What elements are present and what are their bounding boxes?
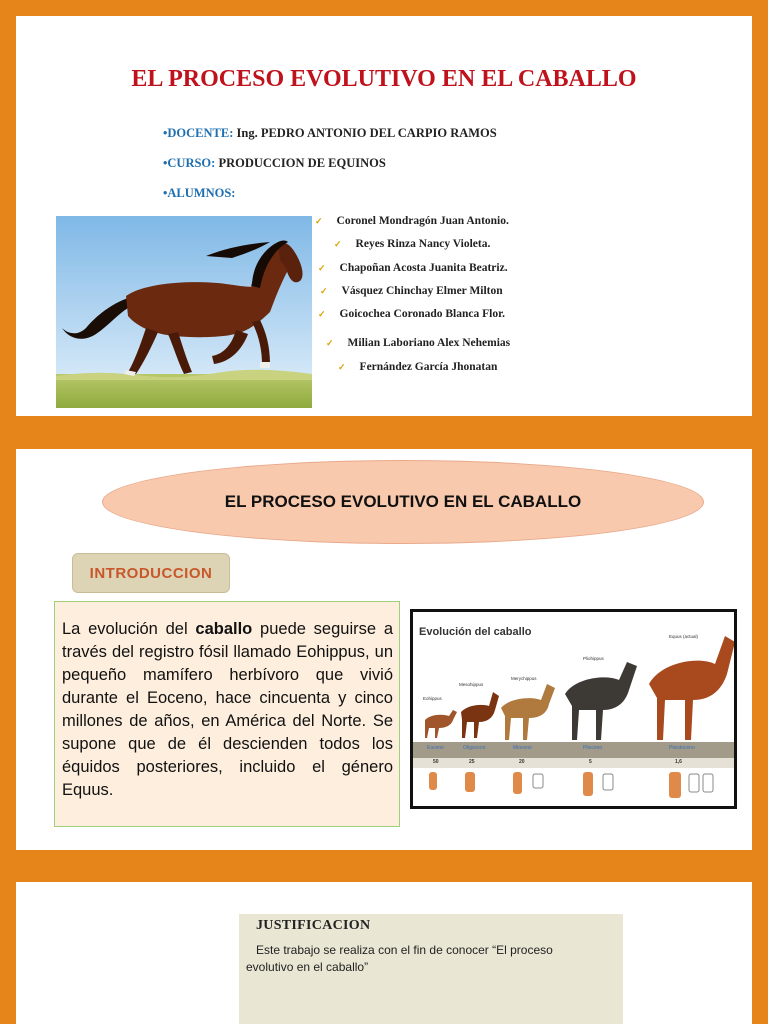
intro-text-start: La evolución del	[62, 620, 196, 638]
student-name: Goicochea Coronado Blanca Flor.	[339, 308, 506, 320]
million-years-label: 1,6	[675, 759, 682, 765]
slide-cover	[16, 16, 752, 416]
era-label: Pleistoceno	[669, 745, 695, 751]
student-item	[318, 308, 505, 320]
bullet: •	[163, 126, 168, 140]
pliohippus-icon	[565, 662, 637, 740]
check-icon: ✓	[318, 263, 326, 273]
cover-title: EL PROCESO EVOLUTIVO EN EL CABALLO	[131, 66, 637, 92]
check-icon: ✓	[334, 239, 342, 249]
slide-title: EL PROCESO EVOLUTIVO EN EL CABALLO	[224, 492, 582, 511]
student-item	[320, 285, 503, 297]
species-label: Equus (actual)	[669, 634, 699, 639]
era-label: Mioceno	[513, 745, 532, 751]
check-icon: ✓	[326, 338, 334, 348]
alumnos-line	[163, 186, 235, 201]
student-item	[334, 238, 490, 250]
docente-label: DOCENTE:	[167, 126, 234, 140]
student-item	[338, 361, 497, 373]
introduccion-button[interactable]	[72, 553, 230, 593]
alumnos-label: ALUMNOS:	[167, 186, 236, 200]
era-label: Oligoceno	[463, 745, 486, 751]
million-years-label: 5	[589, 759, 592, 765]
intro-text-bold: caballo	[195, 620, 253, 638]
curso-value: PRODUCCION DE EQUINOS	[218, 156, 386, 170]
species-label: Merychippus	[511, 676, 537, 681]
eohippus-icon	[425, 710, 457, 738]
check-icon: ✓	[318, 309, 326, 319]
docente-line	[163, 126, 497, 141]
merychippus-icon	[501, 684, 555, 740]
mesohippus-icon	[461, 692, 499, 738]
student-item	[326, 337, 510, 349]
student-item	[315, 215, 509, 227]
student-name: Chapoñan Acosta Juanita Beatriz.	[339, 262, 508, 274]
slide-justification	[16, 882, 752, 1024]
curso-label: CURSO:	[167, 156, 216, 170]
justification-box	[239, 914, 623, 1024]
student-name: Vásquez Chinchay Elmer Milton	[341, 285, 503, 297]
slide-introduction	[16, 449, 752, 850]
era-label: Eoceno	[427, 745, 444, 751]
student-item	[318, 262, 508, 274]
species-label: Mesohippus	[459, 682, 484, 687]
check-icon: ✓	[320, 286, 328, 296]
intro-text-rest: puede seguirse a través del registro fósil llamado Eohippus, un pequeño mamífero herbívoro que vivió durante el Eoceno, hace cincuenta y cinco millones de años, en América del Norte. Se supone que de él descienden todos los équidos posteriores, incluido el género Equus.	[62, 620, 393, 799]
species-label: Eohippus	[423, 696, 442, 701]
justification-text: Este trabajo se realiza con el fin de conocer “El proceso evolutivo en el caballo”	[246, 943, 553, 974]
student-name: Fernández García Jhonatan	[359, 361, 498, 373]
check-icon: ✓	[338, 362, 346, 372]
check-icon: ✓	[315, 216, 323, 226]
curso-line	[163, 156, 386, 171]
bullet: •	[163, 186, 168, 200]
species-label: Pliohippus	[583, 656, 604, 661]
million-years-label: 20	[519, 759, 525, 765]
bullet: •	[163, 156, 168, 170]
era-label: Plioceno	[583, 745, 603, 751]
figure-title: Evolución del caballo	[419, 626, 532, 638]
justification-heading: JUSTIFICACION	[256, 918, 371, 933]
running-horse-photo	[56, 216, 312, 408]
title-oval	[102, 460, 704, 544]
million-years-label: 50	[433, 759, 439, 765]
million-years-label: 25	[469, 759, 475, 765]
student-name: Milian Laboriano Alex Nehemias	[347, 337, 511, 349]
horse-evolution-figure	[410, 609, 737, 809]
intro-text-box	[54, 601, 400, 827]
student-name: Reyes Rinza Nancy Violeta.	[355, 238, 491, 250]
student-name: Coronel Mondragón Juan Antonio.	[336, 215, 509, 227]
equus-icon	[649, 636, 734, 740]
introduccion-label: INTRODUCCION	[89, 564, 213, 582]
docente-value: Ing. PEDRO ANTONIO DEL CARPIO RAMOS	[236, 126, 497, 140]
